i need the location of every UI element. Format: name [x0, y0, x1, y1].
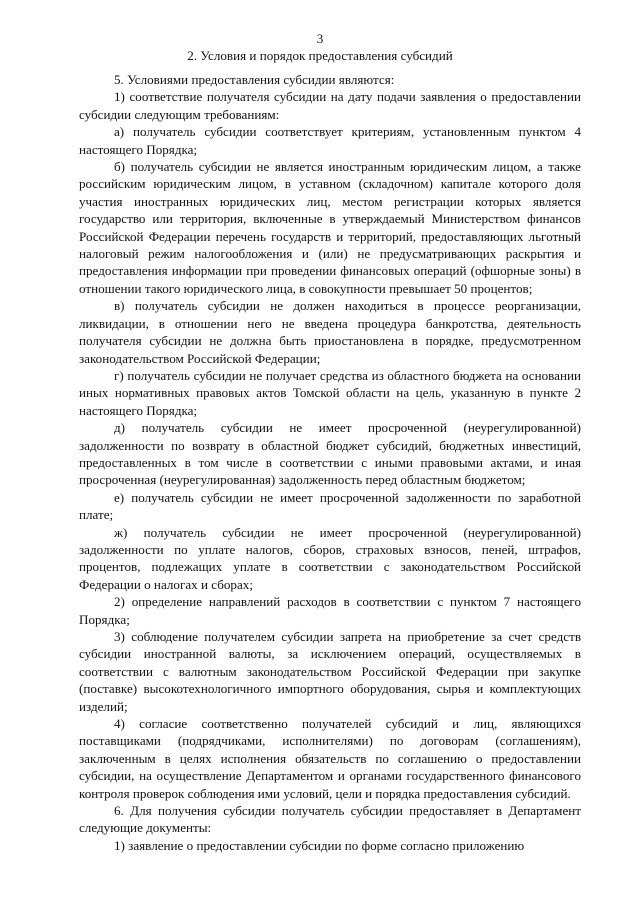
paragraph: 4) согласие соответственно получателей субсидий и лиц, являющихся поставщиками (подрядчиками, исполнителями) по договорам (соглашениям), заключенным в целях исполнения обязательств по соглашению о предоставлении субсидии, на осуществление Департаментом и органами государственного финансового контроля проверок соблюдения ими условий, цели и порядка предоставления субсидий. — [79, 716, 581, 801]
paragraph: е) получатель субсидии не имеет просроченной задолженности по заработной плате; — [79, 489, 581, 523]
section-heading: 2. Условия и порядок предоставления субсидий — [187, 48, 453, 63]
paragraph: 5. Условиями предоставления субсидии являются: — [114, 72, 395, 87]
paragraph: в) получатель субсидии не должен находиться в процессе реорганизации, ликвидации, в отношении него не введена процедура банкротства, деятельность получателя субсидии не должна быть приостановлена в порядке, предусмотренном законодательством Российской Федерации; — [79, 298, 581, 366]
paragraph: 1) заявление о предоставлении субсидии по форме согласно приложению — [114, 837, 525, 853]
document-body — [79, 71, 581, 854]
paragraph: б) получатель субсидии не является иностранным юридическим лицом, а также российским юридическим лицом, в уставном (складочном) капитале которого доля участия иностранных юридических лиц, местом регистрации которых является государство или территория, включенные в утверждаемый Министерством финансов Российской Федерации перечень государств и территорий, предоставляющих льготный налоговый режим налогообложения и (или) не предусматривающих раскрытия и предоставления информации при проведении финансовых операций (офшорные зоны) в отношении такого юридического лица, в совокупности превышает 50 процентов; — [79, 159, 581, 296]
page-number: 3 — [316, 31, 324, 46]
paragraph: 3) соблюдение получателем субсидии запрета на приобретение за счет средств субсидии иностранной валюты, за исключением операций, осуществляемых в соответствии с валютным законодательством Российской Федерации при закупке (поставке) высокотехнологичного импортного оборудования, сырья и комплектующих изделий; — [79, 629, 581, 714]
paragraph: а) получатель субсидии соответствует критериям, установленным пунктом 4 настоящего Порядка; — [79, 124, 581, 157]
paragraph: д) получатель субсидии не имеет просроченной (неурегулированной) задолженности по возврату в областной бюджет субсидий, бюджетных инвестиций, предоставленных в том числе в соответствии с иными правовыми актами, и иная просроченная (неурегулированная) задолженность перед областным бюджетом; — [79, 420, 581, 488]
paragraph: ж) получатель субсидии не имеет просроченной (неурегулированной) задолженности по уплате налогов, сборов, страховых взносов, пеней, штрафов, процентов, подлежащих уплате в соответствии с законодательством Российской Федерации о налогах и сборах; — [79, 524, 581, 592]
paragraph: 1) соответствие получателя субсидии на дату подачи заявления о предоставлении субсидии следующим требованиям: — [79, 89, 581, 122]
paragraph: 6. Для получения субсидии получатель субсидии предоставляет в Департамент следующие документы: — [79, 803, 581, 836]
paragraph: г) получатель субсидии не получает средства из областного бюджета на основании иных нормативных правовых актов Томской области на цель, указанную в пункте 2 настоящего Порядка; — [79, 367, 581, 418]
paragraph: 2) определение направлений расходов в соответствии с пунктом 7 настоящего Порядка; — [79, 594, 581, 627]
